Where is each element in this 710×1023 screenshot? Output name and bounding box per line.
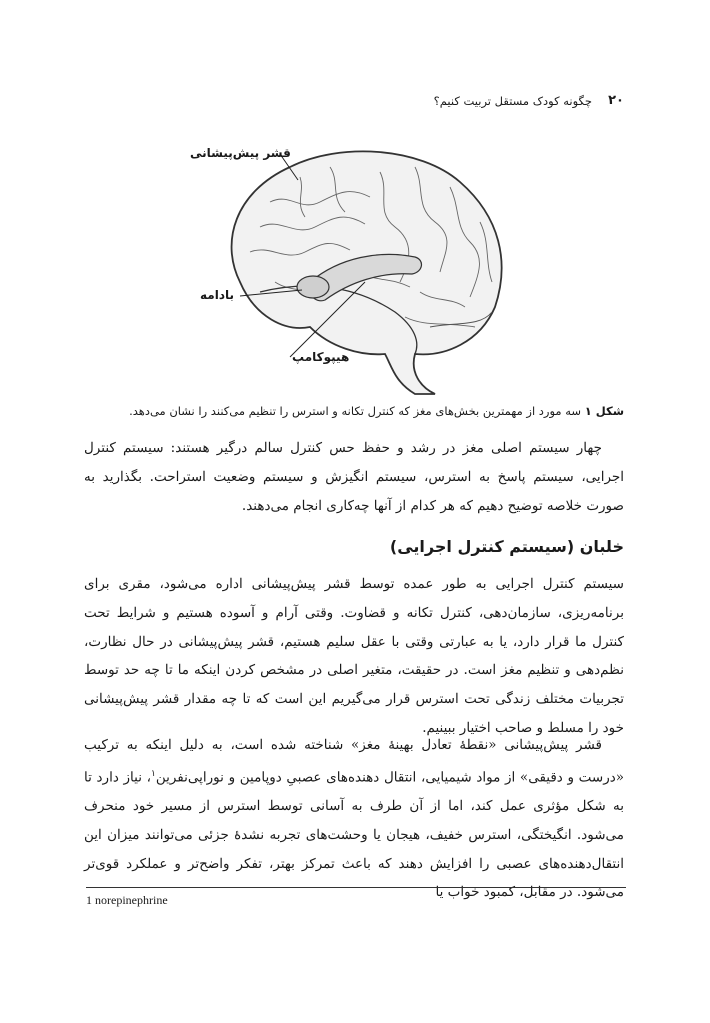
brain-illustration (180, 132, 520, 400)
page-number: ۲۰ (608, 93, 624, 108)
running-title: چگونه کودک مستقل تربیت کنیم؟ (433, 94, 592, 108)
label-amygdala: بادامه (200, 288, 234, 302)
paragraph-prefrontal-balance (84, 731, 624, 907)
paragraph-text-part1: قشر پیش‌پیشانی «نقطهٔ تعادل بهینهٔ مغز» شناخته شده است، به دلیل اینکه به ترکیب «درست و دقیقی» از مواد شیمیایی، انتقال دهنده‌های عصبیِ دوپامین و نوراپی‌نفرین (84, 737, 625, 786)
paragraph-text-part2: ، نیاز دارد تا به شکل مؤثری عمل کند، اما از آن طرف به آسانی توسط استرس از مسیر خود منحرف می‌شود. انگیختگی، استرس خفیف، هیجان یا وحشت‌های تجربه نشدهٔ جزئی می‌توانند میزان این انتقال‌دهنده‌های عصبی را افزایش دهند که باعث تمرکز بهتر، تفکر واضح‌تر و عملکرد قوی‌تر می‌شود. در مقابل، کمبود خواب یا (84, 769, 624, 901)
paragraph-executive-control: سیستم کنترل اجرایی به طور عمده توسط قشر پیش‌پیشانی اداره می‌شود، مقری برای برنامه‌ریزی، سازمان‌دهی، کنترل تکانه و قضاوت. وقتی آرام و آسوده هستیم و شرایط تحت کنترل ما قرار دارد، یا به عبارتی وقتی با عقل سلیم هستیم، قشر پیش‌پیشانی در حال نظارت، نظم‌دهی و تنظیم مغز است. در حقیقت، متغیر اصلی در مشخص کردن اینکه ما تا چه حد توسط تجربیات مختلف زندگی تحت استرس قرار می‌گیریم این است که تا چه مقدار قشر پیش‌پیشانی خود را مسلط و صاحب اختیار ببینیم. (84, 576, 624, 736)
label-hippocampus: هیپوکامپ (292, 350, 350, 364)
caption-prefix: شکل ۱ (584, 404, 624, 418)
page-header (0, 93, 710, 113)
footnote-divider (86, 887, 626, 888)
paragraph-intro: چهار سیستم اصلی مغز در رشد و حفظ حس کنترل سالم درگیر هستند: سیستم کنترل اجرایی، سیستم پاسخ به استرس، سیستم انگیزش و سیستم وضعیت استراحت. بگذارید به صورت خلاصه توضیح دهیم که هر کدام از آنها چه‌کاری انجام می‌دهند. (84, 440, 624, 514)
label-prefrontal-cortex: قشر پیش‌پیشانی (190, 146, 291, 160)
brain-figure (180, 132, 520, 400)
caption-text: سه مورد از مهمترین بخش‌های مغز که کنترل تکانه و استرس را تنظیم می‌کنند را نشان می‌دهد. (129, 404, 585, 418)
section-heading: خلبان (سیستم کنترل اجرایی) (389, 537, 624, 556)
figure-caption (84, 404, 624, 418)
footnote-marker: ۱ (150, 768, 156, 779)
footnote: 1 norepinephrine (86, 893, 168, 907)
